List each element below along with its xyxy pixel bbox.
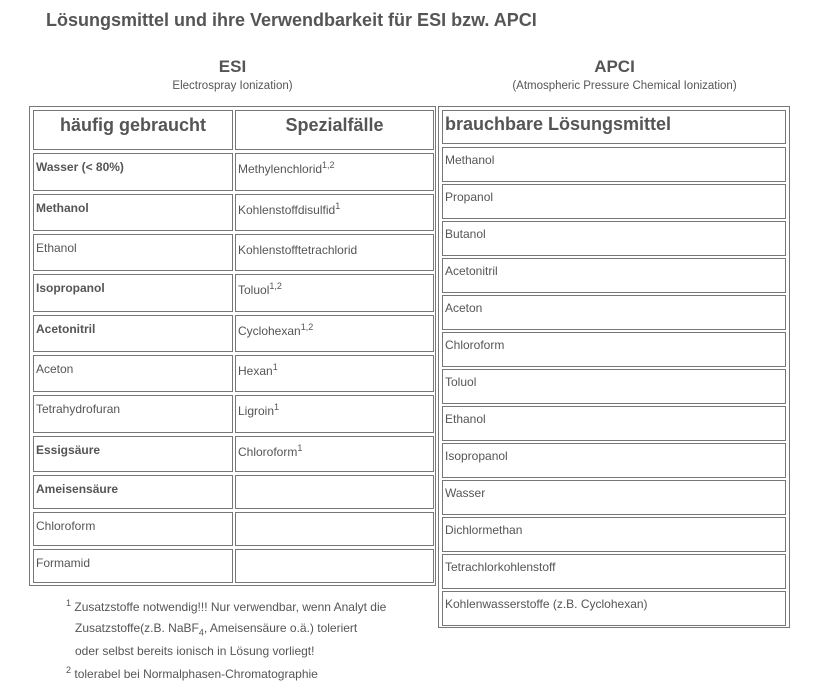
esi-common-cell: Wasser (< 80%) [33,153,233,191]
apci-cell: Aceton [442,295,786,330]
footnote-2 [66,667,318,681]
esi-special-text: Toluol [238,283,270,297]
esi-header-common: häufig gebraucht [33,110,233,150]
apci-cell: Isopropanol [442,443,786,478]
esi-special-text: Ligroin [238,404,275,418]
esi-common-cell: Ameisensäure [33,475,233,509]
esi-special-footnote-mark: 1 [297,443,303,453]
esi-table [29,106,436,586]
esi-special-footnote-mark: 1,2 [322,160,335,170]
apci-subheading: (Atmospheric Pressure Chemical Ionization) [512,80,737,92]
esi-special-footnote-mark: 1,2 [269,281,282,291]
footnote-1-line-2 [75,621,358,638]
footnote-1-line-2-pre: Zusatzstoffe(z.B. NaBF [75,621,199,635]
esi-header-special: Spezialfälle [235,110,434,150]
esi-common-cell: Tetrahydrofuran [33,395,233,433]
esi-special-footnote-mark: 1 [272,362,278,372]
esi-special-text: Hexan [238,364,273,378]
esi-subheading: Electrospray Ionization) [172,80,293,92]
esi-special-cell [235,315,434,352]
esi-special-cell [235,274,434,312]
esi-special-footnote-mark: 1 [335,201,341,211]
esi-special-cell [235,153,434,191]
apci-cell: Tetrachlorkohlenstoff [442,554,786,589]
apci-cell: Kohlenwasserstoffe (z.B. Cyclohexan) [442,591,786,626]
apci-cell: Wasser [442,480,786,515]
esi-special-text: Kohlenstoffdisulfid [238,203,336,217]
esi-special-cell [235,475,434,509]
esi-special-footnote-mark: 1 [274,402,280,412]
esi-common-cell: Aceton [33,355,233,392]
esi-common-cell: Formamid [33,549,233,583]
esi-special-cell [235,395,434,433]
esi-special-text: Chloroform [238,445,298,459]
esi-common-cell: Chloroform [33,512,233,546]
esi-heading: ESI [218,57,247,76]
esi-special-cell [235,512,434,546]
esi-special-text: Methylenchlorid [238,162,323,176]
apci-cell: Acetonitril [442,258,786,293]
footnote-1-text: Zusatzstoffe notwendig!!! Nur verwendbar, wenn Analyt die [74,600,387,614]
esi-special-cell [235,549,434,583]
esi-special-cell [235,355,434,392]
apci-cell: Butanol [442,221,786,256]
esi-special-footnote-mark: 1,2 [300,322,314,332]
apci-cell: Dichlormethan [442,517,786,552]
esi-special-text: Cyclohexan [238,324,301,338]
esi-common-cell: Ethanol [33,234,233,271]
apci-cell: Toluol [442,369,786,404]
esi-special-cell [235,194,434,231]
apci-heading: APCI [594,57,635,76]
esi-special-text: Kohlenstofftetrachlorid [238,243,358,257]
esi-common-cell: Acetonitril [33,315,233,352]
apci-table [438,106,790,628]
footnote-1-line-1 [66,600,386,614]
footnote-2-text: tolerabel bei Normalphasen-Chromatographie [74,667,318,681]
footnote-1-mark: 1 [66,598,72,608]
esi-common-cell: Isopropanol [33,274,233,312]
apci-cell: Chloroform [442,332,786,367]
apci-cell: Methanol [442,147,786,182]
footnote-1-line-3: oder selbst bereits ionisch in Lösung vorliegt! [75,644,315,658]
esi-special-cell [235,436,434,472]
footnote-1-line-2-post: , Ameisensäure o.ä.) toleriert [203,621,358,635]
esi-common-cell: Essigsäure [33,436,233,472]
apci-cell: Ethanol [442,406,786,441]
apci-header: brauchbare Lösungsmittel [442,110,786,144]
page-title: Lösungsmittel und ihre Verwendbarkeit für ESI bzw. APCI [46,10,537,30]
footnote-1-subscript: 4 [198,627,204,638]
footnote-2-mark: 2 [66,665,72,675]
apci-cell: Propanol [442,184,786,219]
esi-special-cell [235,234,434,271]
esi-common-cell: Methanol [33,194,233,231]
